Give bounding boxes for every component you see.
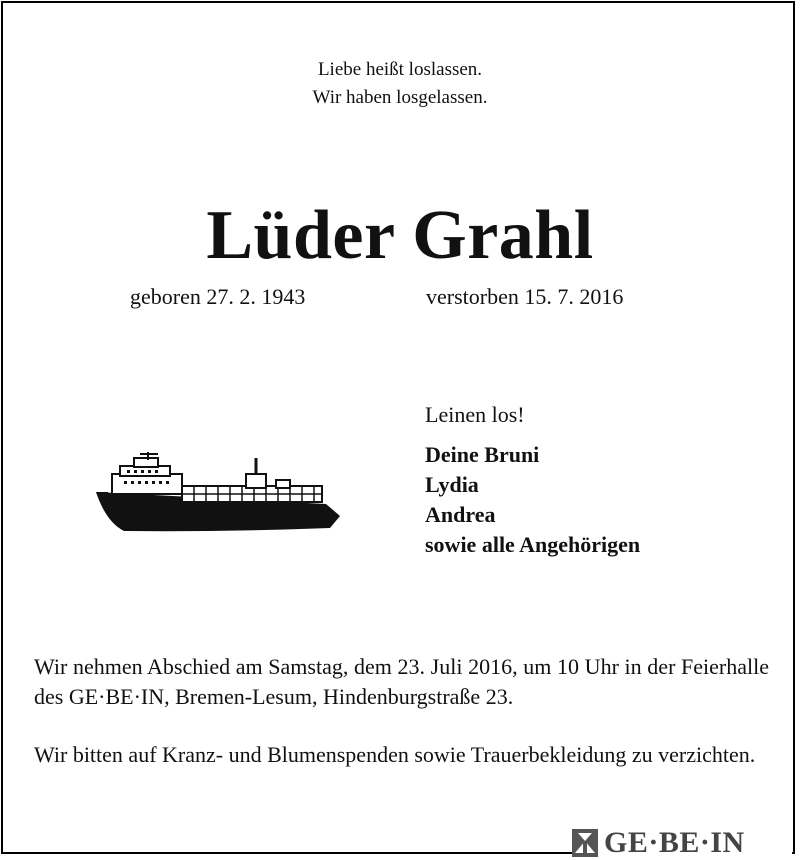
- deceased-name: Lüder Grahl: [206, 197, 594, 274]
- death-date: verstorben 15. 7. 2016: [426, 284, 624, 309]
- funeral-home-logo-icon: [572, 829, 598, 857]
- service-announcement: Wir nehmen Abschied am Samstag, dem 23. Juli 2016, um 10 Uhr in der Feierhalle des GE·BE·IN, Bremen-Lesum, Hindenburgstraße 23.: [34, 654, 769, 709]
- funeral-home-logo: [572, 826, 792, 860]
- motto-line-2: Wir haben losgelassen.: [312, 87, 488, 108]
- donation-request: Wir bitten auf Kranz- und Blumenspenden sowie Trauerbekleidung zu verzichten.: [34, 742, 756, 767]
- container-ship-icon: [94, 452, 342, 534]
- mourner: Deine Bruni: [425, 442, 540, 467]
- mourner: Andrea: [425, 502, 496, 527]
- mourner: sowie alle Angehörigen: [425, 532, 641, 557]
- mourners-list: [425, 440, 640, 560]
- mourner: Lydia: [425, 472, 479, 497]
- motto-line-1: Liebe heißt loslassen.: [317, 59, 483, 80]
- logo-text: GE·BE·IN: [604, 826, 745, 859]
- farewell-phrase: Leinen los!: [425, 402, 525, 427]
- birth-date: geboren 27. 2. 1943: [130, 284, 306, 309]
- notice-border: [1, 1, 795, 854]
